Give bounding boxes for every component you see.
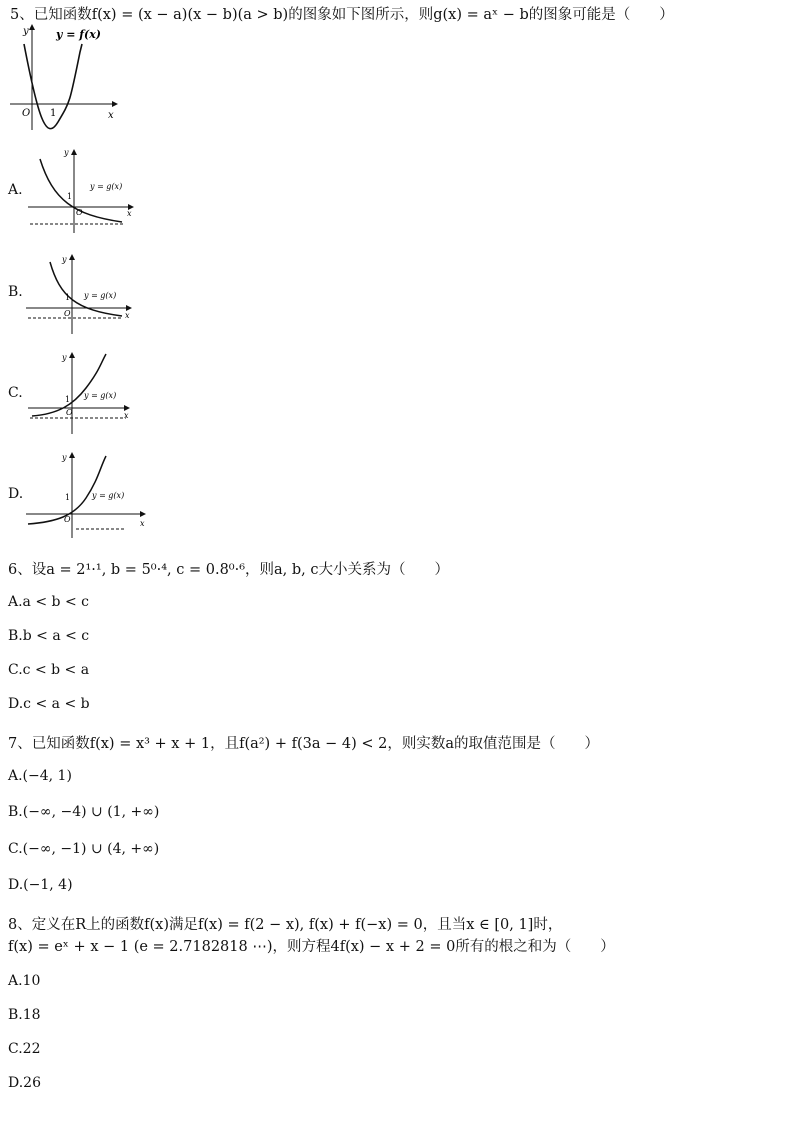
svg-text:y: y (62, 353, 67, 362)
svg-text:O: O (66, 408, 73, 417)
curve-label: y = f(x) (56, 28, 101, 41)
svg-text:y = g(x): y = g(x) (92, 491, 125, 500)
svg-text:y = g(x): y = g(x) (84, 291, 117, 300)
svg-text:y = g(x): y = g(x) (90, 182, 123, 191)
q8-stem-line1: 8、定义在R上的函数f(x)满足f(x) = f(2 − x), f(x) + f(−x) = 0，且当x ∈ [0, 1]时， (8, 917, 563, 933)
svg-text:y: y (64, 148, 69, 157)
x-label: x (108, 110, 114, 121)
q6-option-d[interactable]: D.c < a < b (8, 696, 90, 712)
q5-option-a[interactable]: A. (8, 182, 23, 198)
q5-option-b-graph (26, 252, 136, 337)
q6-option-c[interactable]: C.c < b < a (8, 662, 90, 678)
svg-text:O: O (64, 309, 71, 318)
svg-text:x: x (124, 411, 129, 420)
q6-stem: 6、设a = 2¹·¹, b = 5⁰·⁴, c = 0.8⁰·⁶，则a, b, c大小关系为（ ） (8, 562, 450, 578)
y-axis-arrow (29, 24, 35, 30)
q8-option-d[interactable]: D.26 (8, 1075, 41, 1091)
q7-option-b[interactable]: B.(−∞, −4) ∪ (1, +∞) (8, 804, 160, 820)
q8-option-a[interactable]: A.10 (8, 973, 41, 989)
svg-text:1: 1 (67, 192, 73, 201)
origin-label: O (22, 108, 31, 119)
q7-option-d[interactable]: D.(−1, 4) (8, 877, 73, 893)
svg-text:y: y (62, 453, 67, 462)
q5-stem: 5、已知函数f(x) = (x − a)(x − b)(a > b)的图象如下图所示，则g(x) = aˣ − b的图象可能是（ ） (10, 7, 674, 23)
x-axis-arrow (112, 101, 118, 107)
q5-figure (8, 22, 118, 132)
q5-option-a-graph (28, 145, 138, 235)
q8-option-b[interactable]: B.18 (8, 1007, 41, 1023)
y-label: y (23, 26, 29, 37)
q5-option-c[interactable]: C. (8, 385, 23, 401)
q5-option-c-graph (28, 350, 138, 435)
svg-text:O: O (76, 208, 83, 217)
q6-option-a[interactable]: A.a < b < c (8, 594, 89, 610)
svg-text:x: x (127, 209, 132, 218)
q6-option-b[interactable]: B.b < a < c (8, 628, 90, 644)
tick-one-label: 1 (50, 108, 57, 119)
q7-stem: 7、已知函数f(x) = x³ + x + 1，且f(a²) + f(3a − 4) < 2，则实数a的取值范围是（ ） (8, 736, 599, 752)
q7-option-a[interactable]: A.(−4, 1) (8, 768, 72, 784)
q8-option-c[interactable]: C.22 (8, 1041, 41, 1057)
q5-option-b[interactable]: B. (8, 284, 23, 300)
svg-text:O: O (64, 515, 71, 524)
q5-option-d[interactable]: D. (8, 486, 24, 502)
svg-text:1: 1 (65, 293, 71, 302)
svg-text:x: x (140, 519, 145, 528)
q5-option-d-graph (26, 450, 152, 540)
svg-text:x: x (125, 311, 130, 320)
q7-option-c[interactable]: C.(−∞, −1) ∪ (4, +∞) (8, 841, 160, 857)
svg-text:1: 1 (65, 493, 71, 502)
svg-text:y = g(x): y = g(x) (84, 391, 117, 400)
svg-text:1: 1 (65, 395, 71, 404)
svg-text:y: y (62, 255, 67, 264)
q8-stem-line2: f(x) = eˣ + x − 1 (e = 2.7182818 ⋯)，则方程4f(x) − x + 2 = 0所有的根之和为（ ） (8, 939, 615, 955)
